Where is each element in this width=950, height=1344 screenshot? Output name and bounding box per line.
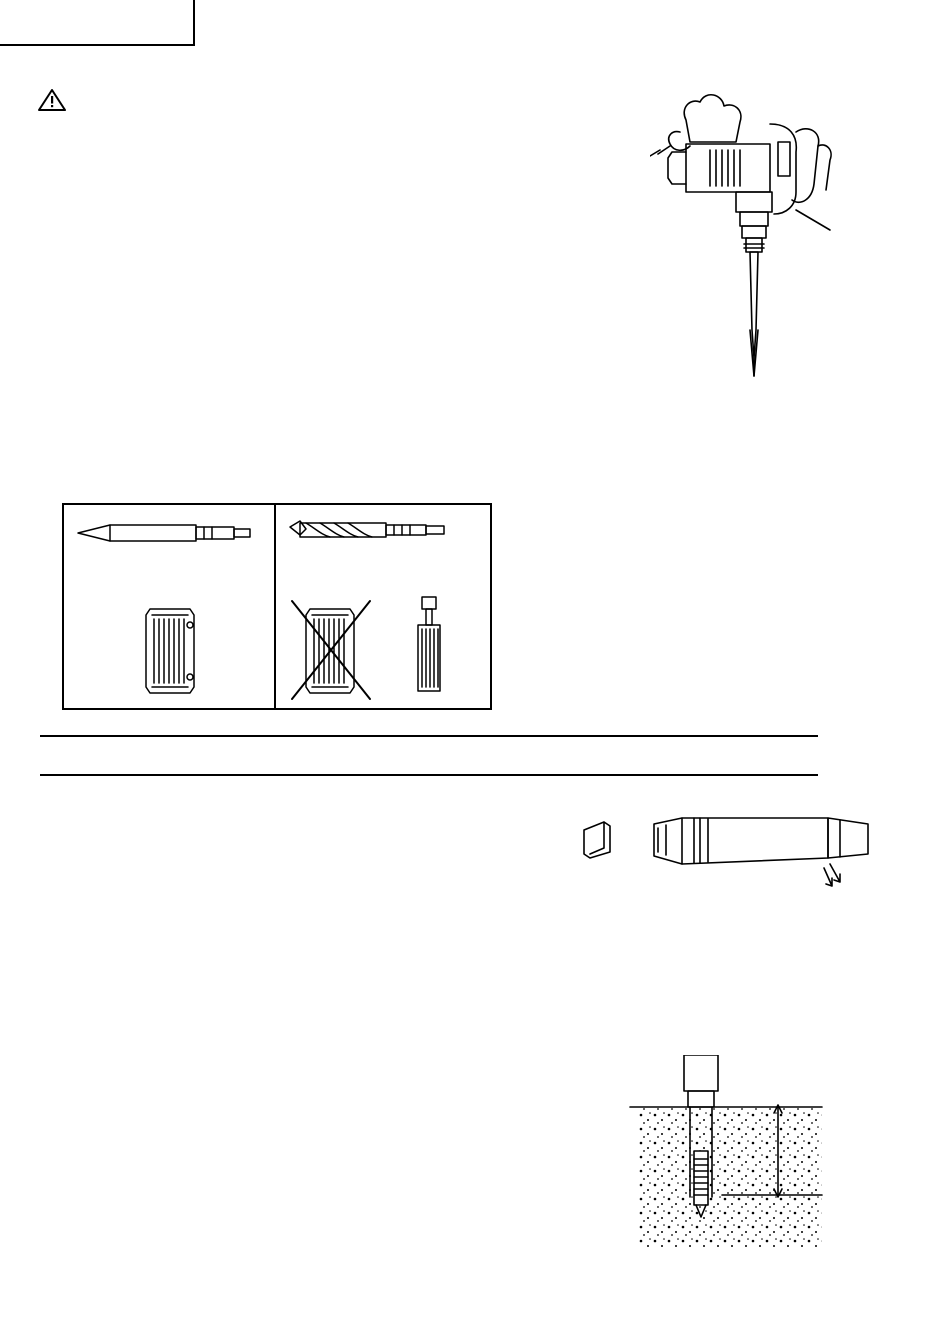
section-divider-bottom — [40, 774, 818, 776]
bit-table-cell-correct — [64, 505, 276, 708]
warning-block — [38, 88, 78, 112]
section-divider-top — [40, 735, 818, 737]
page-header-box — [0, 0, 195, 46]
demolition-hammer-illustration — [650, 80, 840, 390]
shank-insertion-illustration — [578, 808, 878, 918]
concrete-anchor-illustration — [610, 1055, 860, 1255]
bit-comparison-table — [62, 503, 492, 710]
warning-triangle-icon — [38, 88, 66, 112]
bit-table-cell-incorrect — [276, 505, 492, 708]
